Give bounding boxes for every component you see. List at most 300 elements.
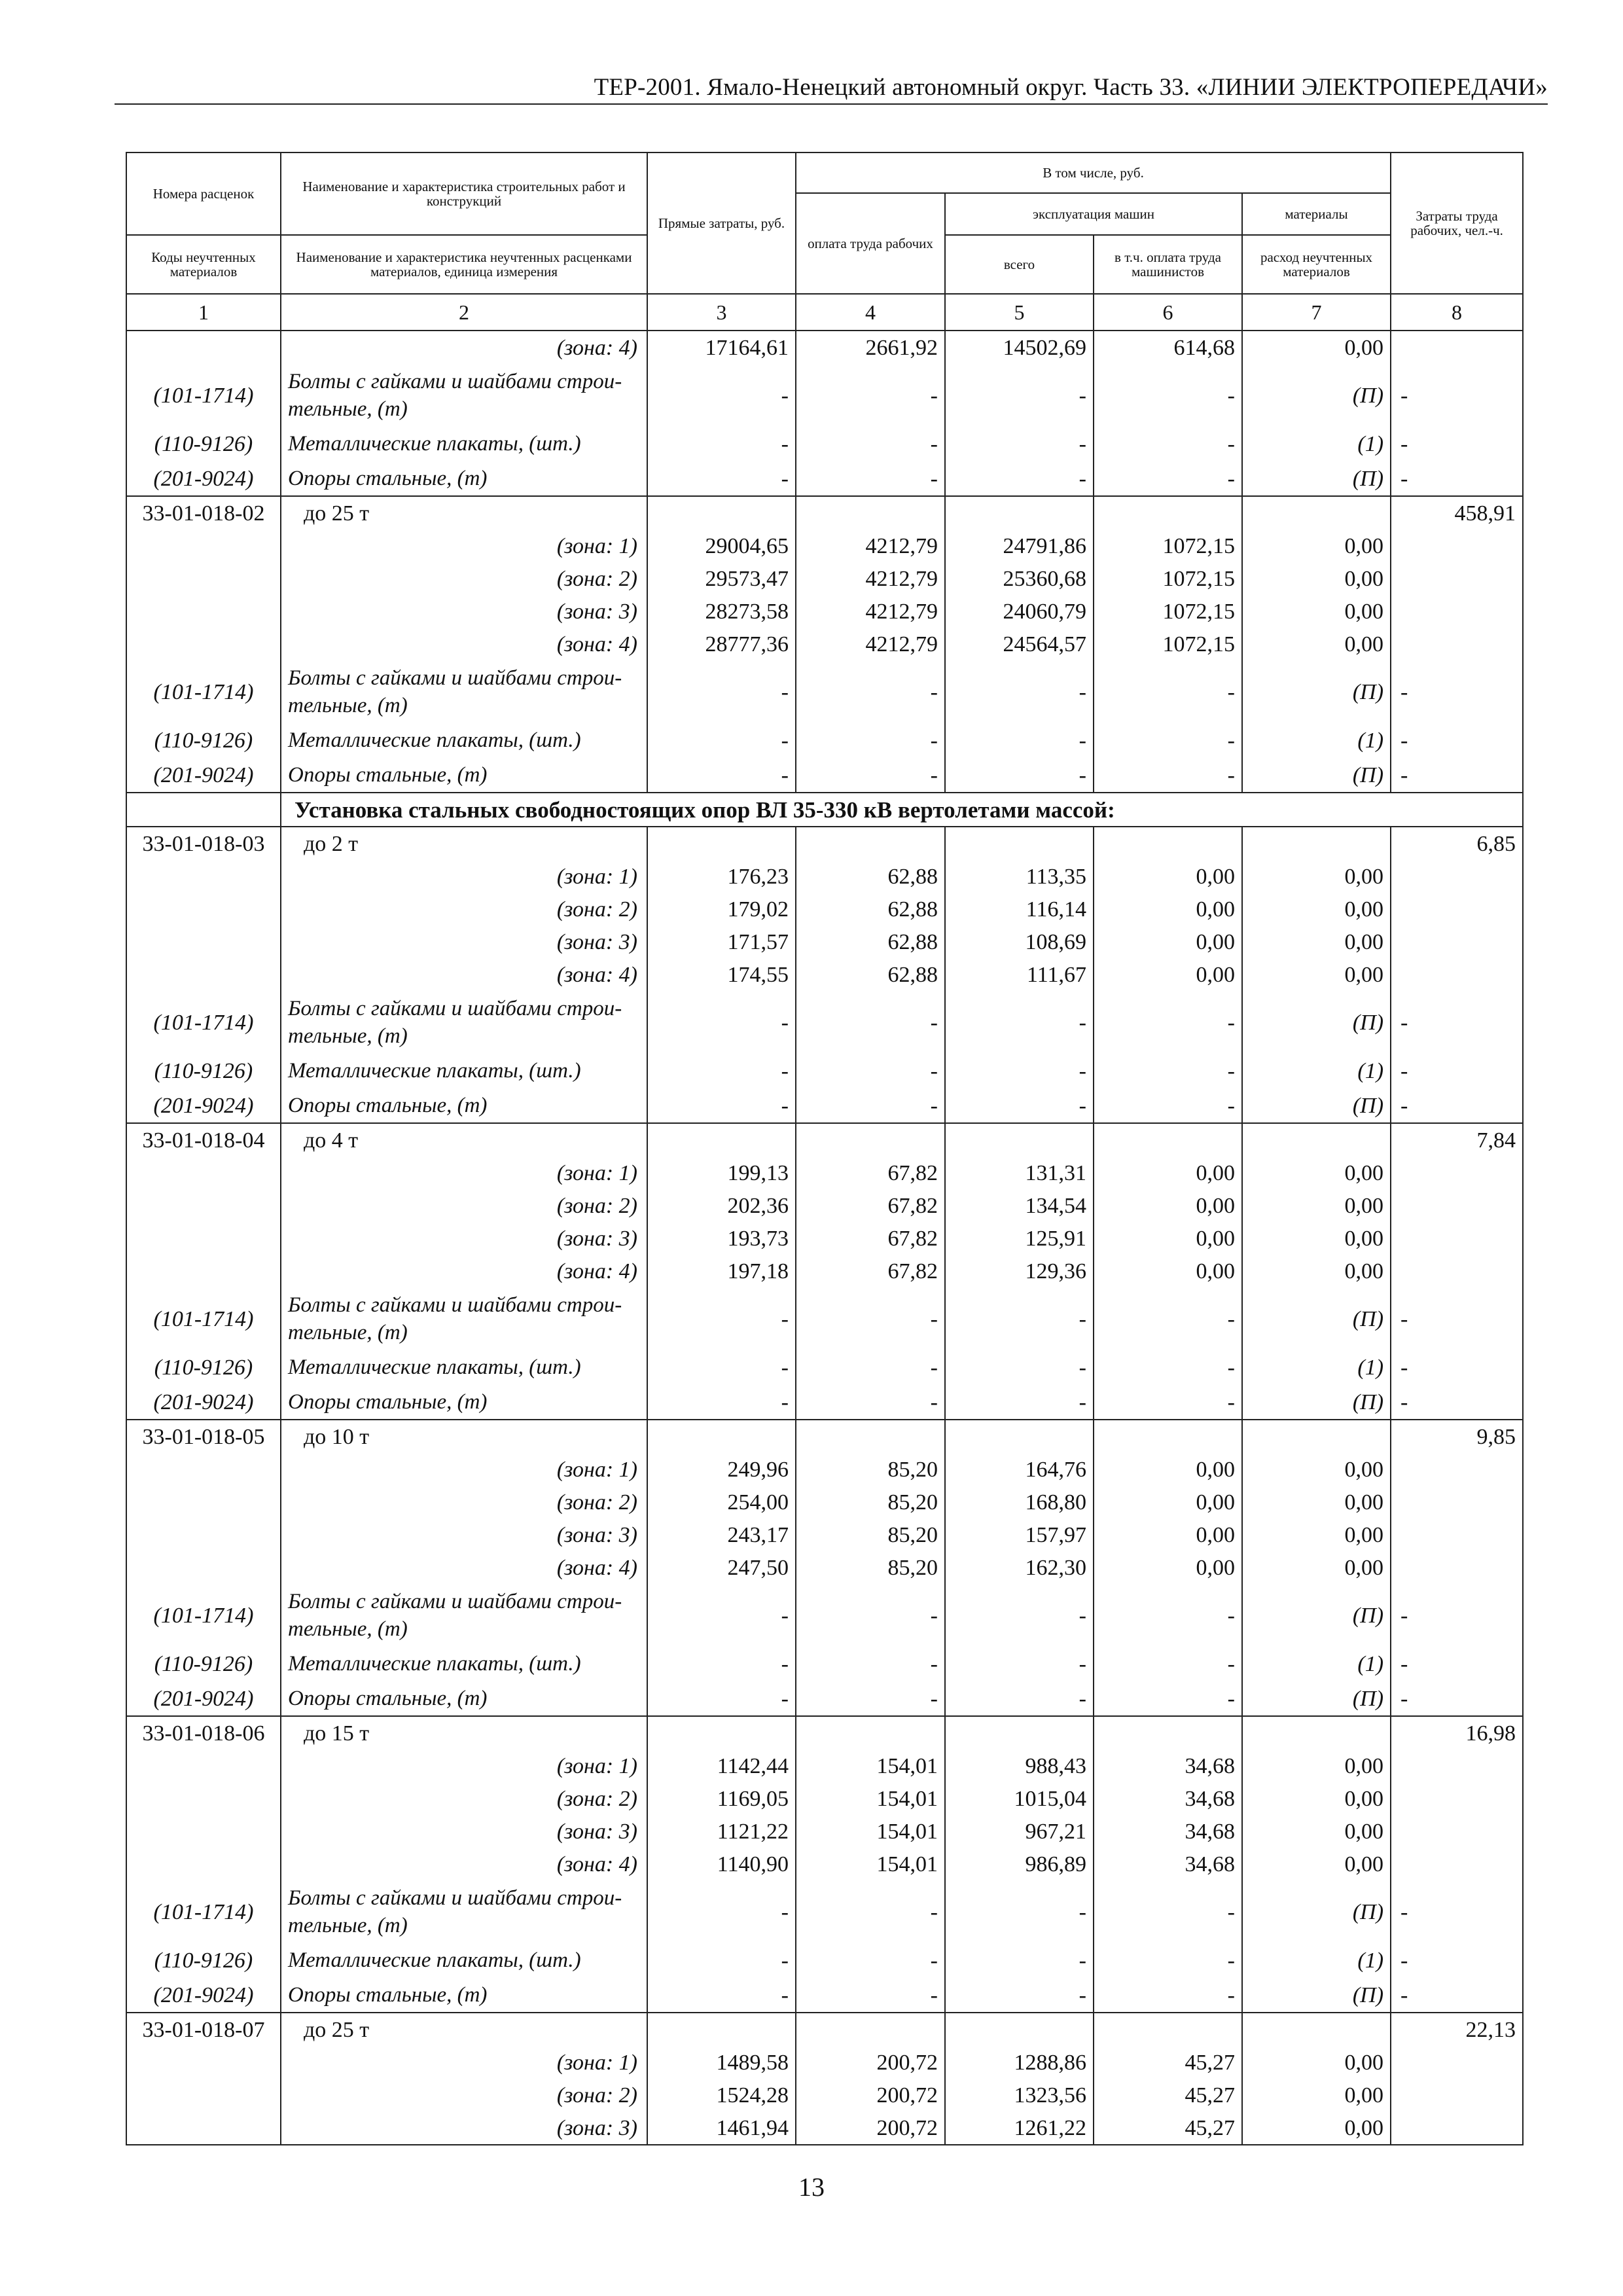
empty-cell (945, 496, 1094, 529)
zone-label: (зона: 3) (281, 925, 647, 958)
operator-pay: 1072,15 (1094, 529, 1242, 562)
dash-cell: - (796, 1943, 945, 1977)
worker-pay: 4212,79 (796, 529, 945, 562)
machines-total: 1288,86 (945, 2046, 1094, 2079)
direct-cost: 243,17 (647, 1518, 796, 1551)
machines-total: 113,35 (945, 860, 1094, 893)
material-unit: (П) (1242, 1584, 1391, 1646)
section-title-row (126, 793, 1523, 827)
empty-cell (647, 2013, 796, 2046)
machines-total: 157,97 (945, 1518, 1094, 1551)
worker-pay: 85,20 (796, 1551, 945, 1584)
rate-row (126, 1716, 1523, 1749)
materials-cost: 0,00 (1242, 562, 1391, 595)
dash-cell: - (796, 1287, 945, 1350)
dash-cell: - (1391, 1088, 1523, 1123)
zone-label: (зона: 4) (281, 1551, 647, 1584)
operator-pay: 45,27 (1094, 2046, 1242, 2079)
empty-cell (1391, 860, 1523, 893)
direct-cost: 247,50 (647, 1551, 796, 1584)
material-row (126, 364, 1523, 426)
direct-cost: 193,73 (647, 1222, 796, 1255)
materials-cost: 0,00 (1242, 860, 1391, 893)
dash-cell: - (1391, 461, 1523, 496)
zone-label: (зона: 3) (281, 1815, 647, 1848)
zone-row (126, 958, 1523, 991)
empty-cell (126, 1782, 281, 1815)
materials-cost: 0,00 (1242, 1157, 1391, 1189)
worker-pay: 62,88 (796, 860, 945, 893)
dash-cell: - (647, 1681, 796, 1716)
empty-cell (126, 1157, 281, 1189)
dash-cell: - (1391, 1384, 1523, 1420)
operator-pay: 0,00 (1094, 1255, 1242, 1287)
materials-cost: 0,00 (1242, 595, 1391, 628)
operator-pay: 0,00 (1094, 860, 1242, 893)
empty-cell (796, 1716, 945, 1749)
rates-table-wrapper (126, 152, 1522, 2145)
material-name: Металлические плакаты, (шт.) (281, 1053, 647, 1088)
rate-title: до 25 т (281, 2013, 647, 2046)
machines-total: 1323,56 (945, 2079, 1094, 2111)
rate-code: 33-01-018-02 (126, 496, 281, 529)
dash-cell: - (1391, 364, 1523, 426)
direct-cost: 202,36 (647, 1189, 796, 1222)
operator-pay: 1072,15 (1094, 628, 1242, 660)
material-code: (101-1714) (126, 1584, 281, 1646)
dash-cell: - (1094, 991, 1242, 1053)
dash-cell: - (945, 991, 1094, 1053)
machines-total: 24060,79 (945, 595, 1094, 628)
worker-pay: 154,01 (796, 1749, 945, 1782)
direct-cost: 249,96 (647, 1453, 796, 1486)
empty-cell (126, 1518, 281, 1551)
dash-cell: - (647, 660, 796, 723)
machines-total: 1261,22 (945, 2111, 1094, 2145)
machines-total: 111,67 (945, 958, 1094, 991)
zone-label: (зона: 2) (281, 562, 647, 595)
material-unit: (П) (1242, 364, 1391, 426)
empty-cell (1391, 1815, 1523, 1848)
direct-cost: 1489,58 (647, 2046, 796, 2079)
material-row (126, 1977, 1523, 2013)
materials-cost: 0,00 (1242, 1848, 1391, 1880)
dash-cell: - (945, 1977, 1094, 2013)
header-machines: эксплуатация машин (945, 193, 1242, 235)
empty-cell (796, 496, 945, 529)
material-row (126, 757, 1523, 793)
material-code: (201-9024) (126, 461, 281, 496)
dash-cell: - (945, 1646, 1094, 1681)
direct-cost: 1140,90 (647, 1848, 796, 1880)
empty-cell (1391, 1486, 1523, 1518)
header-machines-total: всего (945, 235, 1094, 294)
zone-row (126, 2079, 1523, 2111)
material-code: (201-9024) (126, 757, 281, 793)
zone-label: (зона: 4) (281, 1848, 647, 1880)
column-number: 8 (1391, 294, 1523, 331)
empty-cell (1391, 562, 1523, 595)
operator-pay: 34,68 (1094, 1782, 1242, 1815)
materials-cost: 0,00 (1242, 2079, 1391, 2111)
material-code: (101-1714) (126, 660, 281, 723)
empty-cell (126, 628, 281, 660)
zone-label: (зона: 1) (281, 860, 647, 893)
material-code: (101-1714) (126, 991, 281, 1053)
zone-row (126, 595, 1523, 628)
header-labor-hours: Затраты труда рабочих, чел.-ч. (1391, 152, 1523, 294)
zone-label: (зона: 4) (281, 331, 647, 364)
zone-label: (зона: 3) (281, 1518, 647, 1551)
rate-row (126, 496, 1523, 529)
worker-pay: 85,20 (796, 1486, 945, 1518)
header-direct-costs: Прямые затраты, руб. (647, 152, 796, 294)
empty-cell (796, 2013, 945, 2046)
dash-cell: - (647, 461, 796, 496)
labor-hours: 16,98 (1391, 1716, 1523, 1749)
zone-row (126, 1551, 1523, 1584)
direct-cost: 28273,58 (647, 595, 796, 628)
dash-cell: - (1094, 723, 1242, 757)
material-unit: (П) (1242, 1384, 1391, 1420)
header-material-codes: Коды неучтенных материалов (126, 235, 281, 294)
empty-cell (126, 331, 281, 364)
rate-row (126, 1123, 1523, 1157)
material-name: Болты с гайками и шайбами строи-тельные, (т) (281, 1287, 647, 1350)
empty-cell (1094, 827, 1242, 860)
material-unit: (1) (1242, 1646, 1391, 1681)
dash-cell: - (945, 757, 1094, 793)
direct-cost: 29004,65 (647, 529, 796, 562)
zone-row (126, 331, 1523, 364)
rate-code: 33-01-018-03 (126, 827, 281, 860)
material-row (126, 723, 1523, 757)
worker-pay: 4212,79 (796, 562, 945, 595)
material-row (126, 461, 1523, 496)
zone-row (126, 893, 1523, 925)
material-unit: (П) (1242, 1088, 1391, 1123)
dash-cell: - (647, 1977, 796, 2013)
machines-total: 162,30 (945, 1551, 1094, 1584)
empty-cell (126, 1453, 281, 1486)
header-including-group: В том числе, руб. (796, 152, 1391, 193)
zone-label: (зона: 2) (281, 1486, 647, 1518)
zone-label: (зона: 1) (281, 2046, 647, 2079)
dash-cell: - (1094, 1880, 1242, 1943)
machines-total: 108,69 (945, 925, 1094, 958)
empty-cell (1391, 925, 1523, 958)
rate-code: 33-01-018-07 (126, 2013, 281, 2046)
dash-cell: - (647, 1880, 796, 1943)
empty-cell (126, 1189, 281, 1222)
empty-cell (126, 860, 281, 893)
materials-cost: 0,00 (1242, 1551, 1391, 1584)
zone-row (126, 1486, 1523, 1518)
zone-row (126, 2046, 1523, 2079)
materials-cost: 0,00 (1242, 1222, 1391, 1255)
empty-cell (1391, 2079, 1523, 2111)
materials-cost: 0,00 (1242, 529, 1391, 562)
machines-total: 125,91 (945, 1222, 1094, 1255)
labor-hours: 9,85 (1391, 1420, 1523, 1453)
header-material-consumption: расход неучтенных материалов (1242, 235, 1391, 294)
dash-cell: - (796, 1977, 945, 2013)
dash-cell: - (1094, 660, 1242, 723)
empty-cell (126, 1255, 281, 1287)
rate-row (126, 827, 1523, 860)
dash-cell: - (945, 1350, 1094, 1384)
worker-pay: 62,88 (796, 925, 945, 958)
material-name: Металлические плакаты, (шт.) (281, 1350, 647, 1384)
zone-row (126, 860, 1523, 893)
rate-title: до 15 т (281, 1716, 647, 1749)
direct-cost: 197,18 (647, 1255, 796, 1287)
operator-pay: 34,68 (1094, 1749, 1242, 1782)
worker-pay: 200,72 (796, 2111, 945, 2145)
empty-cell (1391, 958, 1523, 991)
dash-cell: - (647, 426, 796, 461)
machines-total: 129,36 (945, 1255, 1094, 1287)
empty-cell (1094, 1420, 1242, 1453)
empty-cell (1391, 2111, 1523, 2145)
rate-row (126, 1420, 1523, 1453)
material-code: (101-1714) (126, 364, 281, 426)
material-name: Болты с гайками и шайбами строи-тельные, (т) (281, 364, 647, 426)
dash-cell: - (796, 1350, 945, 1384)
dash-cell: - (796, 991, 945, 1053)
material-code: (110-9126) (126, 723, 281, 757)
material-code: (110-9126) (126, 1053, 281, 1088)
material-name: Опоры стальные, (т) (281, 1088, 647, 1123)
empty-cell (1094, 2013, 1242, 2046)
empty-cell (1242, 2013, 1391, 2046)
rate-title: до 25 т (281, 496, 647, 529)
material-name: Металлические плакаты, (шт.) (281, 1646, 647, 1681)
dash-cell: - (1094, 426, 1242, 461)
empty-cell (1242, 1123, 1391, 1157)
materials-cost: 0,00 (1242, 628, 1391, 660)
material-unit: (П) (1242, 1880, 1391, 1943)
machines-total: 986,89 (945, 1848, 1094, 1880)
dash-cell: - (1094, 1943, 1242, 1977)
materials-cost: 0,00 (1242, 893, 1391, 925)
machines-total: 25360,68 (945, 562, 1094, 595)
dash-cell: - (945, 1053, 1094, 1088)
material-code: (110-9126) (126, 426, 281, 461)
zone-row (126, 1518, 1523, 1551)
dash-cell: - (647, 1943, 796, 1977)
material-name: Опоры стальные, (т) (281, 1977, 647, 2013)
header-rule (115, 103, 1548, 105)
empty-cell (647, 1420, 796, 1453)
machines-total: 14502,69 (945, 331, 1094, 364)
header-column-numbers (126, 294, 1523, 331)
dash-cell: - (1391, 1053, 1523, 1088)
operator-pay: 0,00 (1094, 1551, 1242, 1584)
zone-row (126, 628, 1523, 660)
materials-cost: 0,00 (1242, 1255, 1391, 1287)
materials-cost: 0,00 (1242, 2111, 1391, 2145)
material-row (126, 1384, 1523, 1420)
operator-pay: 34,68 (1094, 1848, 1242, 1880)
material-row (126, 1088, 1523, 1123)
operator-pay: 34,68 (1094, 1815, 1242, 1848)
zone-row (126, 562, 1523, 595)
dash-cell: - (945, 1287, 1094, 1350)
dash-cell: - (1391, 991, 1523, 1053)
material-row (126, 660, 1523, 723)
zone-label: (зона: 3) (281, 2111, 647, 2145)
rate-title: до 10 т (281, 1420, 647, 1453)
material-row (126, 1584, 1523, 1646)
dash-cell: - (945, 1384, 1094, 1420)
direct-cost: 29573,47 (647, 562, 796, 595)
dash-cell: - (1094, 1350, 1242, 1384)
machines-total: 24791,86 (945, 529, 1094, 562)
header-work-name: Наименование и характеристика строительных работ и конструкций (281, 152, 647, 235)
empty-cell (1391, 595, 1523, 628)
materials-cost: 0,00 (1242, 1189, 1391, 1222)
material-code: (110-9126) (126, 1943, 281, 1977)
empty-cell (1094, 1716, 1242, 1749)
table-header (126, 152, 1523, 331)
material-row (126, 1943, 1523, 1977)
empty-cell (126, 1848, 281, 1880)
worker-pay: 67,82 (796, 1255, 945, 1287)
zone-row (126, 1782, 1523, 1815)
empty-cell (1094, 1123, 1242, 1157)
empty-cell (796, 827, 945, 860)
column-number: 7 (1242, 294, 1391, 331)
rate-row (126, 2013, 1523, 2046)
header-operator-pay: в т.ч. оплата труда машинистов (1094, 235, 1242, 294)
header-worker-pay: оплата труда рабочих (796, 193, 945, 294)
empty-cell (945, 1123, 1094, 1157)
table-body (126, 331, 1523, 2145)
dash-cell: - (1094, 1977, 1242, 2013)
dash-cell: - (1094, 757, 1242, 793)
page-header: ТЕР-2001. Ямало-Ненецкий автономный округ. Часть 33. «ЛИНИИ ЭЛЕКТРОПЕРЕДАЧИ» (594, 74, 1548, 101)
empty-cell (1391, 1255, 1523, 1287)
empty-cell (126, 595, 281, 628)
dash-cell: - (796, 1584, 945, 1646)
dash-cell: - (796, 757, 945, 793)
empty-cell (1094, 496, 1242, 529)
empty-cell (126, 1815, 281, 1848)
worker-pay: 67,82 (796, 1222, 945, 1255)
direct-cost: 176,23 (647, 860, 796, 893)
zone-label: (зона: 2) (281, 2079, 647, 2111)
dash-cell: - (1391, 1287, 1523, 1350)
dash-cell: - (1391, 1584, 1523, 1646)
materials-cost: 0,00 (1242, 2046, 1391, 2079)
empty-cell (126, 958, 281, 991)
worker-pay: 85,20 (796, 1453, 945, 1486)
worker-pay: 154,01 (796, 1848, 945, 1880)
empty-cell (1391, 1782, 1523, 1815)
operator-pay: 614,68 (1094, 331, 1242, 364)
material-code: (101-1714) (126, 1880, 281, 1943)
direct-cost: 28777,36 (647, 628, 796, 660)
material-unit: (1) (1242, 1053, 1391, 1088)
material-unit: (П) (1242, 1287, 1391, 1350)
dash-cell: - (945, 723, 1094, 757)
column-number: 3 (647, 294, 796, 331)
material-unit: (П) (1242, 660, 1391, 723)
empty-cell (1391, 628, 1523, 660)
dash-cell: - (647, 1584, 796, 1646)
direct-cost: 17164,61 (647, 331, 796, 364)
materials-cost: 0,00 (1242, 925, 1391, 958)
operator-pay: 0,00 (1094, 1453, 1242, 1486)
column-number: 1 (126, 294, 281, 331)
machines-total: 24564,57 (945, 628, 1094, 660)
zone-label: (зона: 3) (281, 595, 647, 628)
dash-cell: - (945, 461, 1094, 496)
dash-cell: - (945, 1088, 1094, 1123)
zone-label: (зона: 1) (281, 1453, 647, 1486)
dash-cell: - (1391, 1646, 1523, 1681)
zone-row (126, 1848, 1523, 1880)
operator-pay: 0,00 (1094, 1518, 1242, 1551)
dash-cell: - (647, 723, 796, 757)
direct-cost: 179,02 (647, 893, 796, 925)
machines-total: 134,54 (945, 1189, 1094, 1222)
empty-cell (126, 562, 281, 595)
material-unit: (П) (1242, 757, 1391, 793)
labor-hours: 458,91 (1391, 496, 1523, 529)
materials-cost: 0,00 (1242, 1453, 1391, 1486)
empty-cell (1391, 529, 1523, 562)
machines-total: 967,21 (945, 1815, 1094, 1848)
material-name: Металлические плакаты, (шт.) (281, 1943, 647, 1977)
machines-total: 116,14 (945, 893, 1094, 925)
zone-row (126, 925, 1523, 958)
operator-pay: 0,00 (1094, 1189, 1242, 1222)
empty-cell (1391, 1222, 1523, 1255)
dash-cell: - (1391, 1681, 1523, 1716)
rate-code: 33-01-018-05 (126, 1420, 281, 1453)
empty-cell (1391, 1453, 1523, 1486)
dash-cell: - (647, 991, 796, 1053)
material-row (126, 1681, 1523, 1716)
material-row (126, 1350, 1523, 1384)
dash-cell: - (1094, 364, 1242, 426)
empty-cell (1391, 1157, 1523, 1189)
rate-code: 33-01-018-04 (126, 1123, 281, 1157)
machines-total: 1015,04 (945, 1782, 1094, 1815)
rate-code: 33-01-018-06 (126, 1716, 281, 1749)
worker-pay: 62,88 (796, 893, 945, 925)
page-number: 13 (798, 2172, 825, 2202)
column-number: 4 (796, 294, 945, 331)
zone-label: (зона: 1) (281, 529, 647, 562)
worker-pay: 200,72 (796, 2079, 945, 2111)
material-row (126, 1287, 1523, 1350)
worker-pay: 2661,92 (796, 331, 945, 364)
dash-cell: - (796, 1053, 945, 1088)
zone-row (126, 2111, 1523, 2145)
empty-cell (126, 1486, 281, 1518)
materials-cost: 0,00 (1242, 1815, 1391, 1848)
dash-cell: - (796, 364, 945, 426)
dash-cell: - (647, 1088, 796, 1123)
dash-cell: - (796, 1646, 945, 1681)
dash-cell: - (1094, 1287, 1242, 1350)
dash-cell: - (1094, 1053, 1242, 1088)
empty-cell (126, 2046, 281, 2079)
direct-cost: 1169,05 (647, 1782, 796, 1815)
